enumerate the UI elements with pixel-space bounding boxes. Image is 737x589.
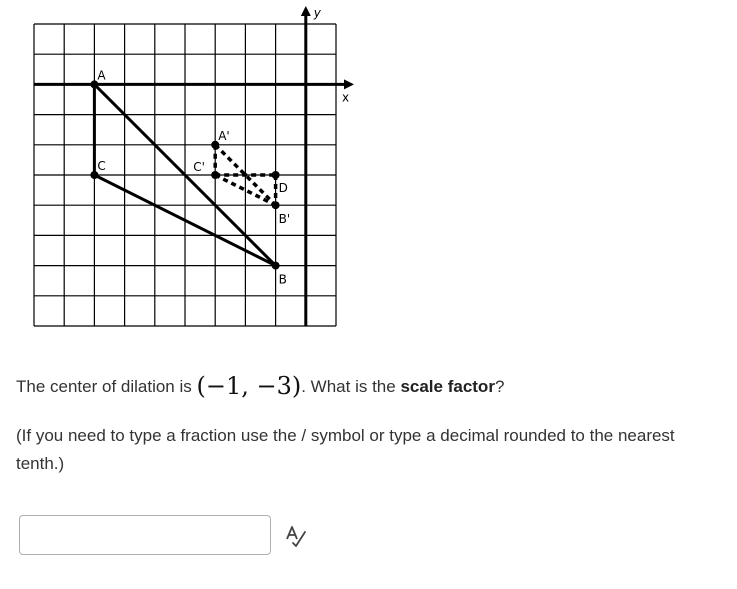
y-axis-arrow-icon: [301, 6, 311, 16]
format-check-icon[interactable]: [284, 524, 308, 548]
point-label: B: [278, 272, 287, 287]
question-prefix: The center of dilation is: [16, 377, 197, 396]
point-marker: [272, 201, 280, 209]
point-labels: [97, 68, 290, 286]
scale-factor-term: scale factor: [400, 377, 495, 396]
point-label: C: [97, 159, 106, 173]
x-axis-label: x: [342, 90, 350, 105]
question-suffix: ?: [494, 377, 505, 396]
point-marker: [272, 262, 280, 270]
point-label: A': [218, 128, 230, 143]
question-middle: . What is the: [301, 377, 401, 396]
x-axis-arrow-icon: [344, 79, 354, 89]
question-text: [16, 372, 716, 401]
answer-input[interactable]: [19, 515, 271, 555]
fraction-hint: (If you need to type a fraction use the / symbol or type a decimal rounded to the nearest tenth.): [16, 426, 675, 473]
point-marker: [211, 171, 219, 179]
point-label: B': [278, 212, 291, 227]
coordinate-graph: [0, 0, 360, 340]
y-axis-label: y: [313, 6, 321, 20]
point-label: A: [97, 68, 106, 83]
center-of-dilation-math: (−1, −3): [196, 372, 302, 400]
point-marker: [272, 171, 280, 179]
point-label: D: [278, 181, 288, 195]
point-label: C': [193, 160, 205, 174]
